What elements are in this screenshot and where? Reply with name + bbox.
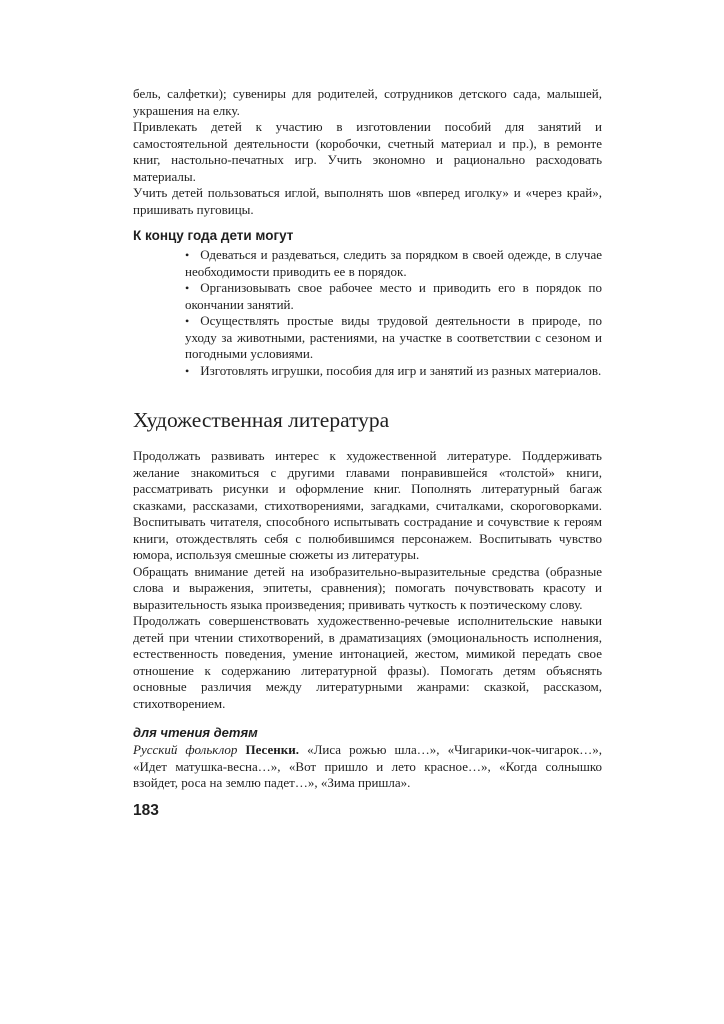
bullet-icon: • (185, 314, 190, 328)
list-item (185, 247, 602, 280)
section-heading-end-of-year: К концу года дети могут (133, 228, 294, 243)
bullet-icon: • (185, 248, 190, 262)
page-number: 183 (133, 801, 159, 819)
subheading-for-reading: для чтения детям (133, 725, 258, 740)
chapter-heading-literature: Художественная литература (133, 408, 390, 432)
literature-paragraph: Продолжать развивать интерес к художественной литературе. Поддерживать желание знакомиться с другими главами понравившейся «толстой» книги, рассматривать рисунки и оформление книг. Пополнять литературный багаж сказками, рассказами, стихотворениями, загадками, считалками, скороговорками. Воспитывать читателя, способного испытывать сострадание и сочувствие к героям книги, отождествлять себя с полюбившимся персонажем. Воспитывать чувство юмора, используя смешные сюжеты из литературы. (133, 448, 602, 562)
literature-paragraph: Обращать внимание детей на изобразительно-выразительные средства (образные слова и выражения, эпитеты, сравнения); помогать почувствовать красоту и выразительность языка произведения; прививать чуткость к поэтическому слову. (133, 563, 602, 612)
literature-paragraph: Продолжать совершенствовать художественно-речевые исполнительские навыки детей при чтении стихотворений, в драматизациях (эмоциональность исполнения, естественность поведения, умение интонацией, жестом, мимикой передать свое отношение к содержанию литературной фразы). Помогать детям объяснять основные различия между литературными жанрами: сказкой, рассказом, стихотворением. (133, 613, 602, 711)
bullet-text: Осуществлять простые виды трудовой деятельности в природе, по уходу за животными, растениями, на участке в соответствии с сезоном и погодными условиями. (185, 313, 602, 361)
bullet-list (133, 247, 602, 379)
list-item (185, 363, 602, 380)
songs-label: Песенки. (245, 742, 299, 757)
songs-titles: «Лиса рожью шла…», «Чигарики-чок-чигарок…», «Идет матушка-весна…», «Вот пришло и лето красное…», «Когда солнышко взойдет, роса на землю падет…», «Зима пришла». (133, 742, 603, 790)
folklore-paragraph (133, 742, 602, 792)
folklore-genre-label: Русский фольклор (133, 742, 238, 757)
intro-paragraph: бель, салфетки); сувениры для родителей, сотрудников детского сада, малышей, украшения на елку. (133, 86, 602, 118)
bullet-icon: • (185, 363, 190, 378)
list-item (185, 313, 602, 363)
list-item (185, 280, 602, 313)
bullet-text: Организовывать свое рабочее место и приводить его в порядок по окончании занятий. (185, 280, 602, 312)
bullet-text: Изготовлять игрушки, пособия для игр и занятий из разных материалов. (200, 362, 602, 378)
intro-paragraph: Привлекать детей к участию в изготовлении пособий для занятий и самостоятельной деятельности (коробочки, счетный материал и пр.), в ремонте книг, настольно-печатных игр. Учить экономно и рационально расходовать материалы. (133, 119, 602, 184)
page-content (133, 86, 602, 819)
bullet-text: Одеваться и раздеваться, следить за порядком в своей одежде, в случае необходимости приводить ее в порядок. (185, 247, 602, 279)
intro-paragraph: Учить детей пользоваться иглой, выполнять шов «вперед иголку» и «через край», пришивать пуговицы. (133, 185, 602, 217)
bullet-icon: • (185, 281, 190, 295)
